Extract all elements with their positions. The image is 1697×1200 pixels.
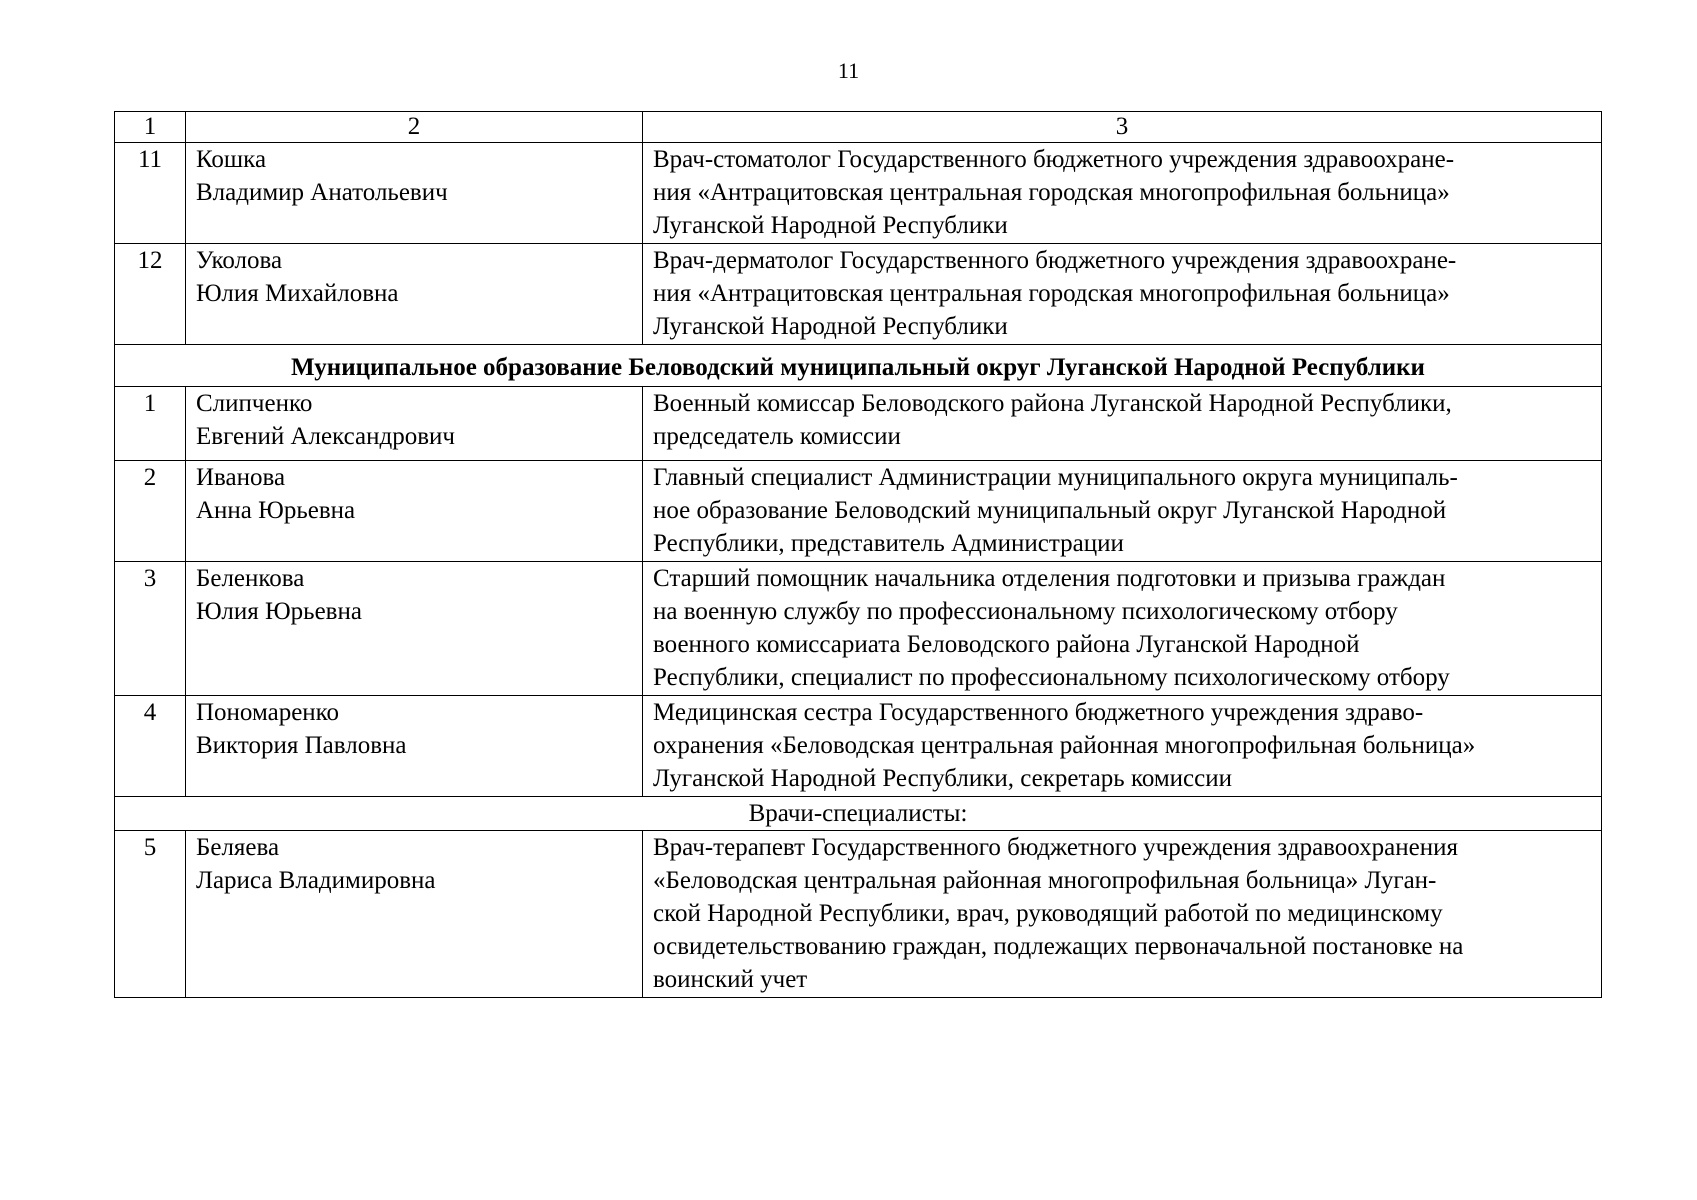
table-row bbox=[115, 387, 1602, 461]
member-position: Медицинская сестра Государственного бюджетного учреждения здраво- охранения «Беловодская центральная районная многопрофильная больница» Луганской Народной Республики, секретарь комиссии bbox=[643, 696, 1602, 797]
member-position: Старший помощник начальника отделения подготовки и призыва граждан на военную службу по профессиональному психологическому отбору военного комиссариата Беловодского района Луганской Народной Республики, специалист по профессиональному психологическому отбору bbox=[643, 562, 1602, 696]
row-number: 11 bbox=[115, 143, 186, 244]
member-position: Врач-терапевт Государственного бюджетного учреждения здравоохранения «Беловодская центральная районная многопрофильная больница» Луган- ской Народной Республики, врач, руководящий работой по медицинскому освидетельствованию граждан, подлежащих первоначальной постановке на воинский учет bbox=[643, 831, 1602, 998]
table-row bbox=[115, 244, 1602, 345]
table-row bbox=[115, 461, 1602, 562]
subsection-title: Врачи-специалисты: bbox=[115, 797, 1602, 831]
member-name: Беляева Лариса Владимировна bbox=[186, 831, 643, 998]
table-row bbox=[115, 831, 1602, 998]
header-col-2: 2 bbox=[186, 112, 643, 143]
table-row bbox=[115, 143, 1602, 244]
table-row bbox=[115, 696, 1602, 797]
member-name: Иванова Анна Юрьевна bbox=[186, 461, 643, 562]
section-title-row bbox=[115, 345, 1602, 387]
section-title: Муниципальное образование Беловодский муниципальный округ Луганской Народной Республики bbox=[115, 345, 1602, 387]
member-position: Врач-дерматолог Государственного бюджетного учреждения здравоохране- ния «Антрацитовская центральная городская многопрофильная больница» Луганской Народной Республики bbox=[643, 244, 1602, 345]
page-number: 11 bbox=[837, 58, 860, 83]
row-number: 2 bbox=[115, 461, 186, 562]
member-name: Слипченко Евгений Александрович bbox=[186, 387, 643, 461]
table-row bbox=[115, 562, 1602, 696]
row-number: 3 bbox=[115, 562, 186, 696]
member-name: Кошка Владимир Анатольевич bbox=[186, 143, 643, 244]
commission-roster-table bbox=[114, 111, 1602, 998]
member-name: Пономаренко Виктория Павловна bbox=[186, 696, 643, 797]
subsection-title-row bbox=[115, 797, 1602, 831]
member-position: Военный комиссар Беловодского района Луганской Народной Республики, председатель комиссии bbox=[643, 387, 1602, 461]
row-number: 4 bbox=[115, 696, 186, 797]
row-number: 5 bbox=[115, 831, 186, 998]
header-col-1: 1 bbox=[115, 112, 186, 143]
member-position: Врач-стоматолог Государственного бюджетного учреждения здравоохране- ния «Антрацитовская центральная городская многопрофильная больница» Луганской Народной Республики bbox=[643, 143, 1602, 244]
member-position: Главный специалист Администрации муниципального округа муниципаль- ное образование Беловодский муниципальный округ Луганской Народной Республики, представитель Администрации bbox=[643, 461, 1602, 562]
header-col-3: 3 bbox=[643, 112, 1602, 143]
row-number: 1 bbox=[115, 387, 186, 461]
member-name: Беленкова Юлия Юрьевна bbox=[186, 562, 643, 696]
member-name: Уколова Юлия Михайловна bbox=[186, 244, 643, 345]
row-number: 12 bbox=[115, 244, 186, 345]
table-header-row bbox=[115, 112, 1602, 143]
